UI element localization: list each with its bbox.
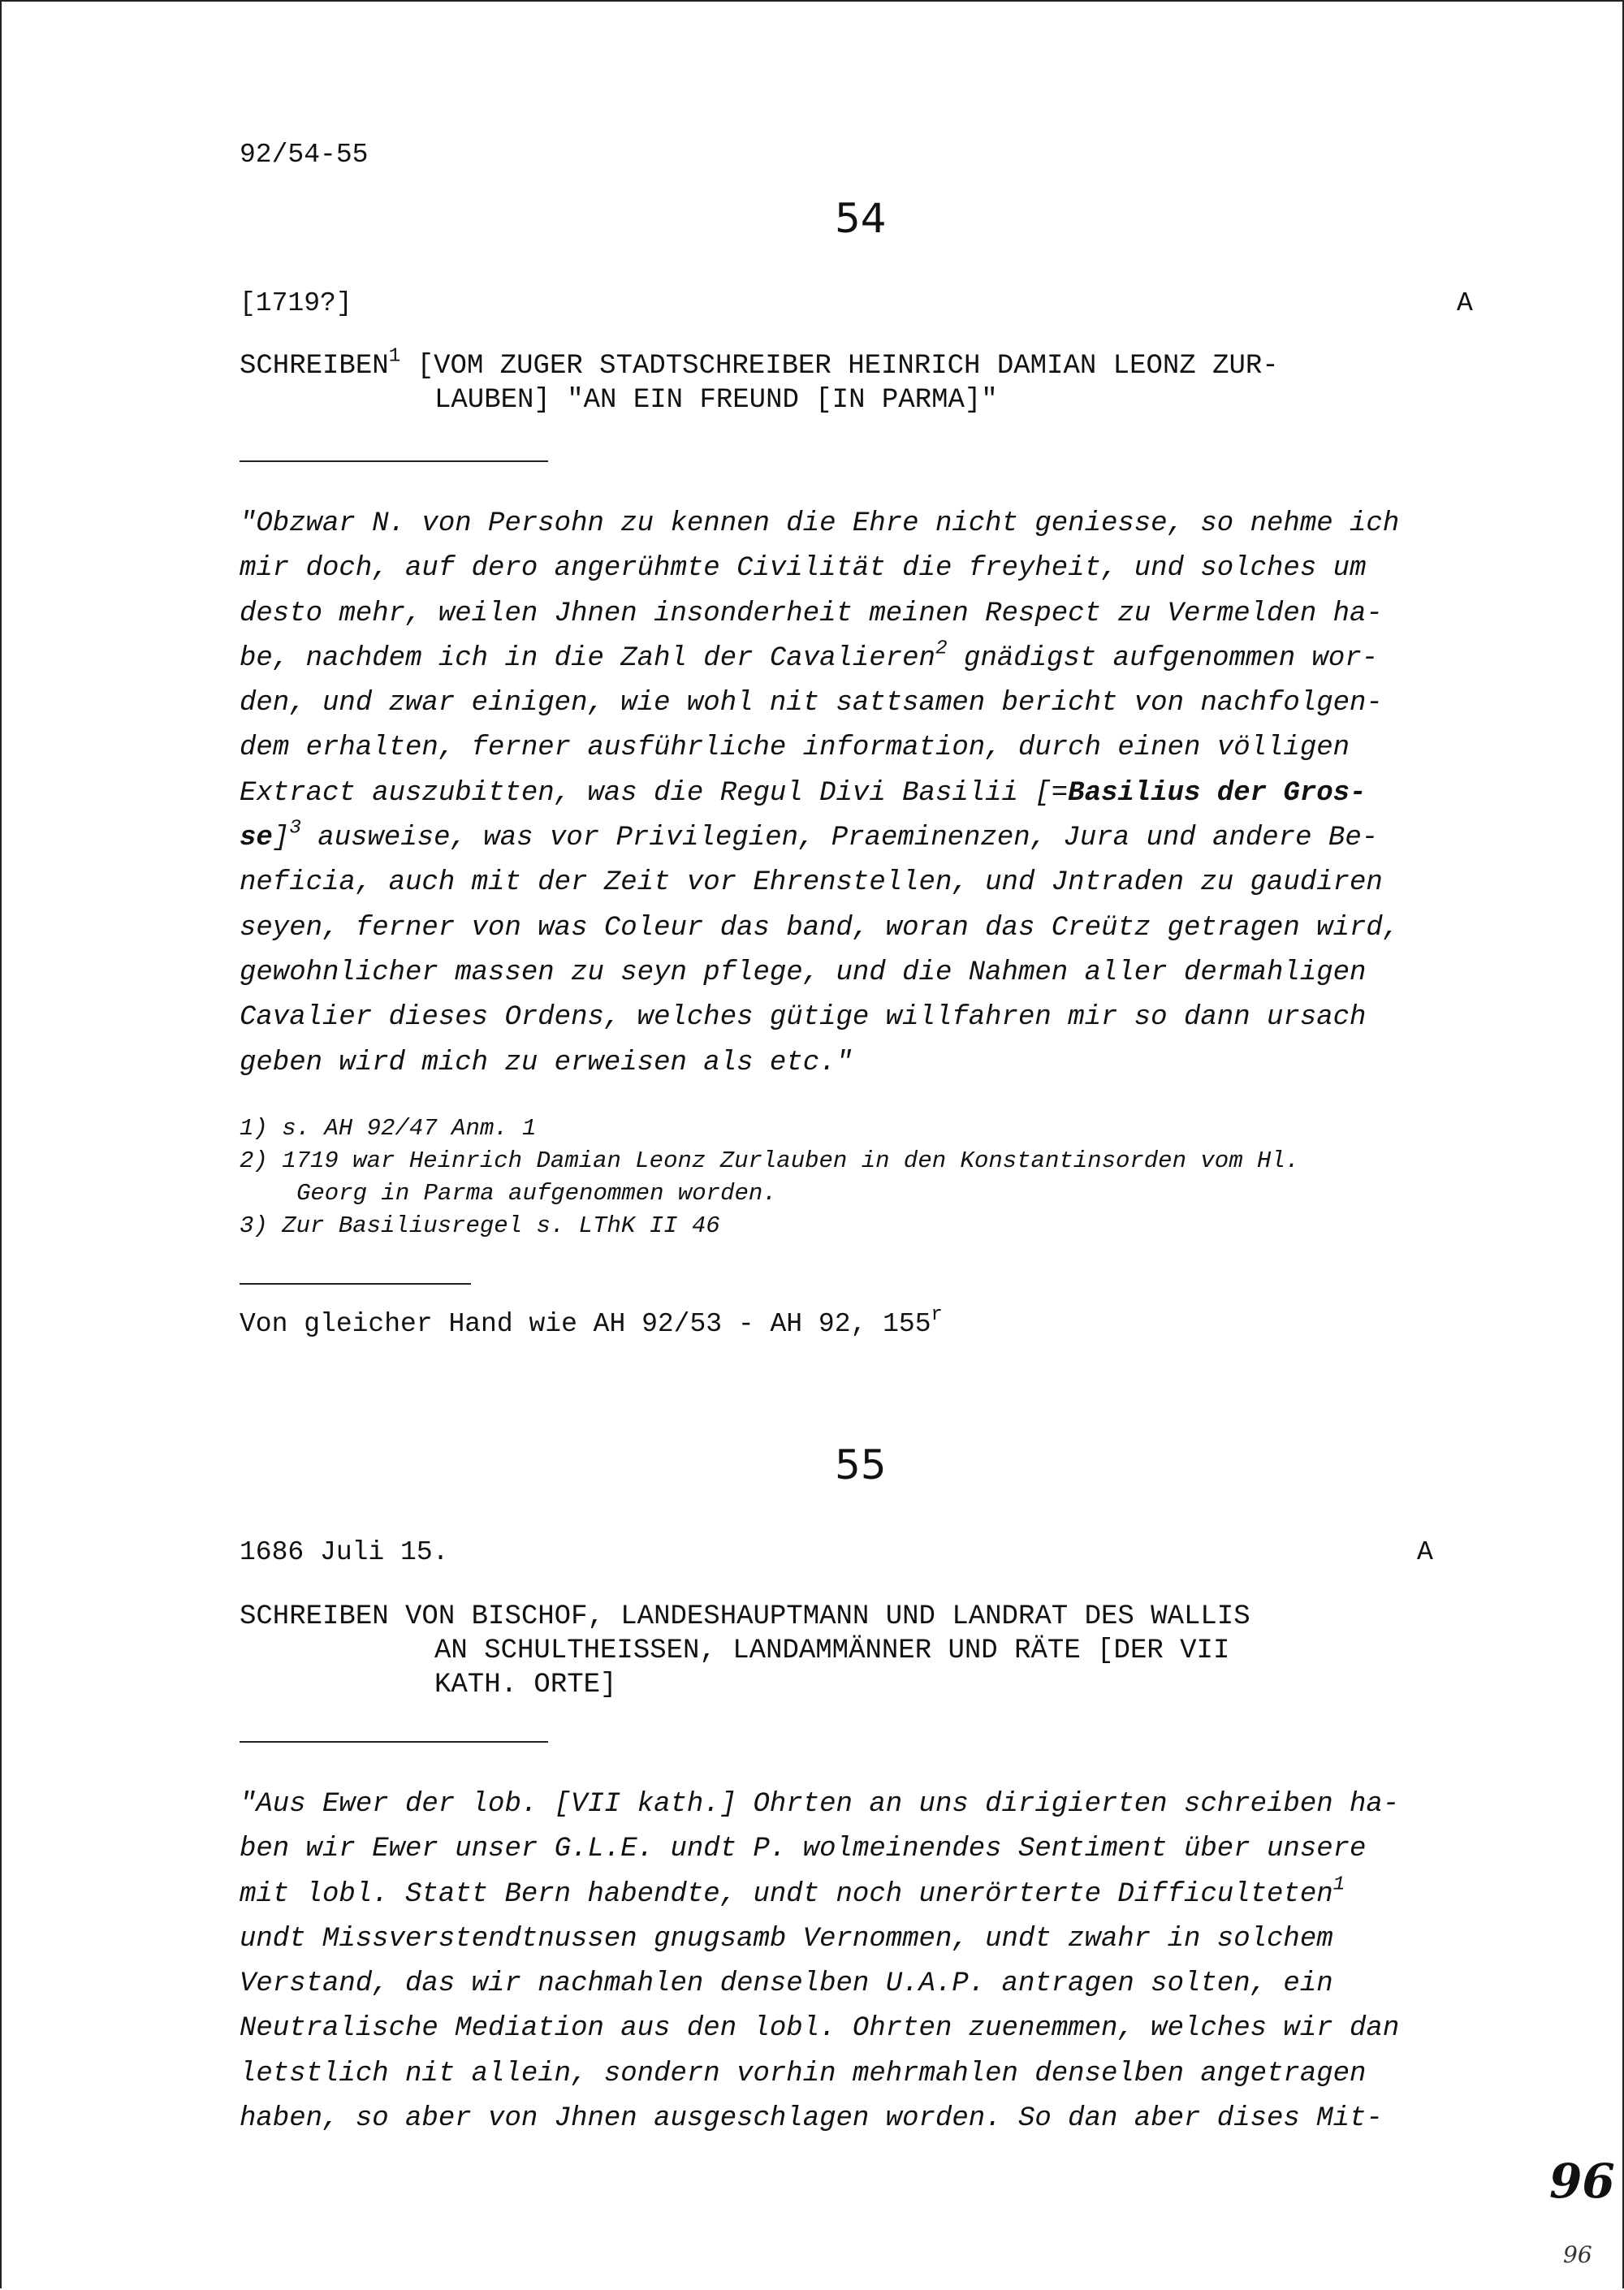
body-line: mir doch, auf dero angerühmte Civilität die freyheit, und solches um	[240, 553, 1367, 585]
body-line: undt Missverstendtnussen gnugsamb Vernommen, undt zwahr in solchem	[240, 1923, 1333, 1955]
body-line: letstlich nit allein, sondern vorhin mehrmahlen denselben angetragen	[240, 2058, 1367, 2089]
footnote-ref-1: 1	[1332, 1873, 1345, 1895]
document-54-date: [1719?]	[240, 288, 352, 318]
body-line: seyen, ferner von was Coleur das band, woran das Creütz getragen wird,	[240, 912, 1400, 944]
source-divider	[240, 1283, 471, 1285]
body-line: desto mehr, weilen Jhnen insonderheit meinen Respect zu Vermelden ha-	[240, 598, 1383, 629]
body-line: "Obzwar N. von Persohn zu kennen die Ehre nicht geniesse, so nehme ich	[240, 508, 1400, 539]
body-line: Extract auszubitten, was die Regul Divi Basilii [=Basilius der Gros-	[240, 777, 1367, 809]
body-line: be, nachdem ich in die Zahl der Cavalieren$^2$ gnädigst aufgenommen wor-	[240, 637, 1379, 674]
body-line: Cavalier dieses Ordens, welches gütige willfahren mir so dann ursach	[240, 1002, 1367, 1034]
body-line: den, und zwar einigen, wie wohl nit sattsamen bericht von nachfolgen-	[240, 688, 1383, 719]
document-55-heading	[240, 1600, 1250, 1702]
heading-line-1: SCHREIBEN$^1$ [VOM ZUGER STADTSCHREIBER HEINRICH DAMIAN LEONZ ZUR-	[240, 345, 1279, 382]
editorial-bold: Basilius der Gros-	[1068, 777, 1367, 809]
footnote-1: 1) s. AH 92/47 Anm. 1	[240, 1115, 537, 1142]
body-line: "Aus Ewer der lob. [VII kath.] Ohrten an uns dirigierten schreiben ha-	[240, 1789, 1400, 1820]
heading-line-1: SCHREIBEN VON BISCHOF, LANDESHAUPTMANN UND LANDRAT DES WALLIS	[240, 1601, 1250, 1632]
footnote-2-continued: Georg in Parma aufgenommen worden.	[296, 1180, 777, 1207]
body-line: neficia, auch mit der Zeit vor Ehrenstellen, und Jntraden zu gaudiren	[240, 867, 1383, 899]
document-54-footnotes	[240, 1113, 1299, 1242]
document-55-type: A	[1417, 1537, 1433, 1567]
reference-number: 92/54-55	[240, 140, 369, 170]
document-54-source: Von gleicher Hand wie AH 92/53 - AH 92, 155$^r$	[240, 1303, 943, 1339]
footnote-ref-2: 2	[935, 637, 948, 660]
body-line: ben wir Ewer unser G.L.E. undt P. wolmeinendes Sentiment über unsere	[240, 1834, 1367, 1865]
document-number-55: 55	[835, 1441, 887, 1488]
document-54-type: A	[1457, 288, 1473, 318]
body-line: gewohnlicher massen zu seyn pflege, und die Nahmen aller dermahligen	[240, 957, 1367, 988]
heading-line-3: KATH. ORTE]	[434, 1670, 617, 1700]
document-55-body	[240, 1782, 1482, 2141]
document-number-54: 54	[835, 195, 887, 242]
footnote-3: 3) Zur Basiliusregel s. LThK II 46	[240, 1212, 720, 1239]
body-line: geben wird mich zu erweisen als etc."	[240, 1047, 853, 1078]
footnote-ref-3: 3	[289, 817, 301, 840]
document-54-heading	[240, 345, 1279, 417]
body-line: se]$^3$ ausweise, was vor Privilegien, Praeminenzen, Jura und andere Be-	[240, 817, 1379, 854]
handwritten-page-number: 96	[1549, 2154, 1615, 2209]
body-line: Verstand, das wir nachmahlen denselben U.A.P. antragen solten, ein	[240, 1968, 1333, 2000]
document-54-body	[240, 502, 1482, 1086]
heading-line-2: AN SCHULTHEISSEN, LANDAMMÄNNER UND RÄTE [DER VII	[434, 1635, 1230, 1666]
body-line: mit lobl. Statt Bern habendte, undt noch unerörterte Difficulteten$^1$	[240, 1873, 1345, 1910]
section-divider	[240, 460, 548, 462]
footnote-ref-1: 1	[388, 345, 401, 368]
document-55-date: 1686 Juli 15.	[240, 1537, 449, 1567]
heading-line-2: LAUBEN] "AN EIN FREUND [IN PARMA]"	[434, 385, 998, 416]
small-page-number: 96	[1563, 2241, 1592, 2268]
body-line: Neutralische Mediation aus den lobl. Ohrten zuenemmen, welches wir dan	[240, 2013, 1400, 2045]
footnote-2: 2) 1719 war Heinrich Damian Leonz Zurlauben in den Konstantinsorden vom Hl.	[240, 1147, 1300, 1174]
body-line: dem erhalten, ferner ausführliche information, durch einen völligen	[240, 732, 1350, 764]
section-divider	[240, 1741, 548, 1743]
body-line: haben, so aber von Jhnen ausgeschlagen worden. So dan aber dises Mit-	[240, 2103, 1383, 2135]
